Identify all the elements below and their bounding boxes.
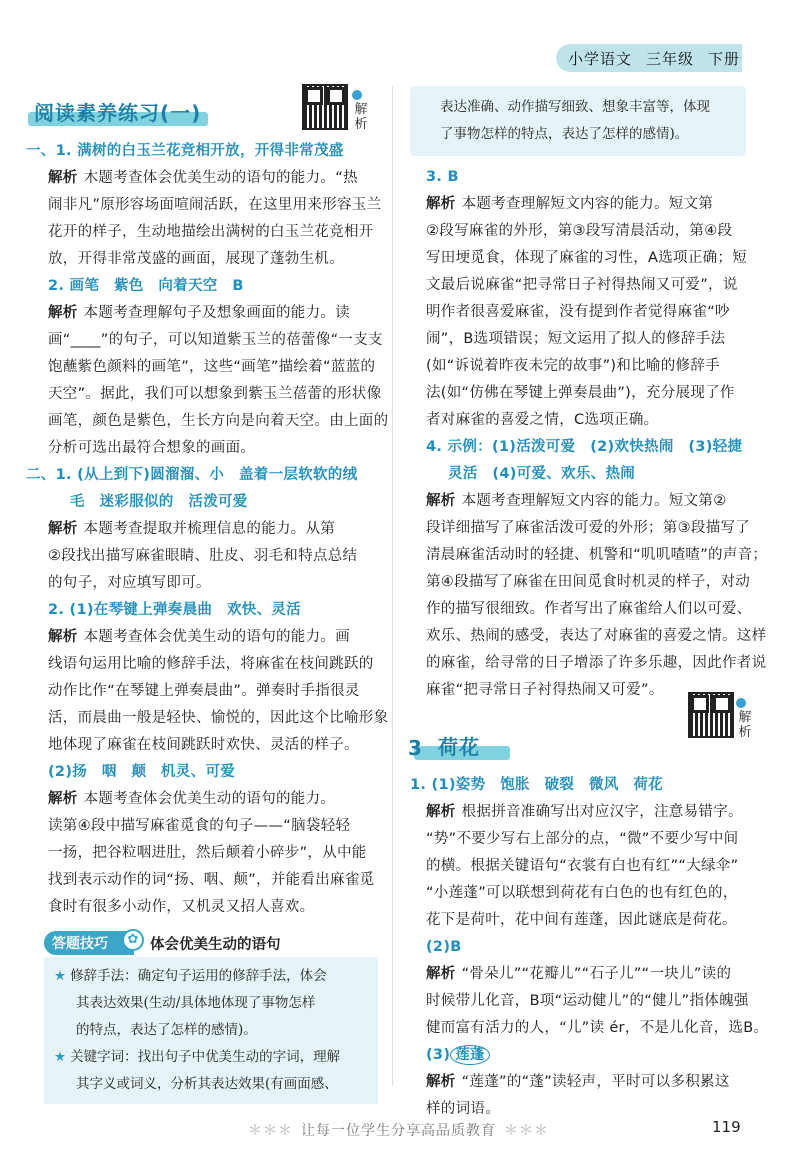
lightbulb-icon: ✿ [122,929,144,951]
play-dot-icon [352,90,362,100]
body-text: 本题考查体会优美生动的语句的能力。画 [83,629,351,645]
body-text: 根据拼音准确写出对应汉字，注意易错字。 [461,804,743,820]
text-line [10,489,378,516]
lesson-answers-tail [410,1069,746,1123]
text-line [410,880,746,907]
body-text: 线语句运用比喻的修辞手法，将麻雀在枝间跳跃的 [48,656,374,672]
text-line [410,461,746,488]
body-text: 食时有很多小动作，又机灵又招人喜欢。 [48,899,315,915]
right-column [408,86,769,1123]
analysis-label: 解析 [426,1074,456,1090]
analysis-label: 解析 [426,493,456,509]
body-text: 天空”。据此，我们可以想象到紫玉兰蓓蕾的形状像 [48,386,382,402]
body-text: 的麻雀，给寻常的日子增添了许多乐趣，因此作者说 [426,655,767,671]
text-line [410,1069,746,1096]
footer-text: 让每一位学生分享高品质教育 [301,1123,496,1139]
answer-line [410,1042,746,1069]
analysis-label: 解析 [48,521,78,537]
text-line [10,597,378,624]
body-text: 法(如“仿佛在琴键上弹奏晨曲”)，充分展现了作 [426,385,735,401]
lesson-answers [410,772,769,1042]
body-text: 放，开得非常茂盛的画面，展现了蓬勃生机。 [48,251,344,267]
analysis-label: 解析 [48,305,78,321]
text-line [410,853,746,880]
body-text: 一扬，把谷粒咽进肚，然后颠着小碎步”，从中能 [48,845,367,861]
body-text: 本题考查理解短文内容的能力。短文第 [461,196,714,212]
tip-line [54,1071,370,1098]
body-text: 样的词语。 [426,1101,500,1117]
text-line [10,435,378,462]
text-line [410,1096,746,1123]
text-line [10,462,378,489]
body-text: “骨朵儿”“花瓣儿”“石子儿”“一块儿”读的 [461,966,732,982]
answer-text: 一、1. [26,143,78,159]
text-line [10,786,378,813]
body-text: 本题考查理解短文内容的能力。短文第② [461,493,727,509]
body-text: (如“诉说着昨夜未完的故事”)和比喻的修辞手 [426,358,720,374]
star-icon: ★ [54,968,67,984]
header-tag [556,44,742,72]
play-dot-icon [736,698,746,708]
text-line [410,826,746,853]
star-icon: ★ [54,1049,67,1065]
body-text: 活，而晨曲一般是轻快、愉悦的，因此这个比喻形象 [48,710,389,726]
text-line [410,407,746,434]
text-line [10,570,378,597]
text-line [410,623,767,650]
body-text: 时候带儿化音，B项“运动健儿”的“健儿”指体魄强 [426,993,749,1009]
answer-text: (2)B [426,939,462,955]
answer-text: 2. 画笔 紫色 向着天空 B [48,278,244,294]
tip-line [54,990,370,1017]
body-text: 本题考查理解句子及想象画面的能力。读 [83,305,351,321]
text-line [410,961,746,988]
text-line [410,799,746,826]
body-text: 画“____”的句子，可以知道紫玉兰的蓓蕾像“一支支 [48,332,383,348]
text-line [410,353,746,380]
text-line [410,907,746,934]
body-text: 清晨麻雀活动时的轻捷、机警和“叽叽喳喳”的声音； [426,547,768,563]
qr-code-icon[interactable] [688,692,734,738]
text-line [410,272,746,299]
text-line [410,380,746,407]
text-line [10,624,378,651]
body-text: 地体现了麻雀在枝间跳跃时欢快、灵活的样子。 [48,737,359,753]
body-text: 木题考查体会优美生动的语句的能力。“热 [83,170,358,186]
text-line [410,218,746,245]
tip-text: 的特点，表达了怎样的感情)。 [76,1022,257,1038]
body-text: 写田埂觅食，体现了麻雀的习性，A选项正确；短 [426,250,748,266]
text-line [10,192,382,219]
tip-line [54,1044,370,1071]
body-text: 麻雀“把寻常日子衬得热闹又可爱”。 [426,682,664,698]
text-line [10,273,378,300]
text-line [410,326,746,353]
body-text: 分析可选出最符合想象的画面。 [48,440,256,456]
text-line [10,516,378,543]
body-text: 画笔，颜色是紫色，生长方向是向着天空。由上面的 [48,413,389,429]
text-line [410,434,746,461]
analysis-label: 解析 [48,791,78,807]
text-line [410,772,746,799]
body-text: ②段找出描写麻雀眼睛、肚皮、羽毛和特点总结 [48,548,358,564]
body-text: 者对麻雀的喜爱之情，C选项正确。 [426,412,659,428]
text-line [10,381,382,408]
body-text: 文最后说麻雀“把寻常日子衬得热闹又可爱”，说 [426,277,738,293]
text-line [410,191,746,218]
analysis-label: 解析 [426,804,456,820]
note-line: 表达准确、动作描写细致、想象丰富等，体现 [440,99,710,115]
body-text: 花开的样子，生动地描绘出满树的白玉兰花竞相开 [48,224,374,240]
body-text: 花下是荷叶，花中间有莲蓬，因此谜底是荷花。 [426,912,737,928]
text-line [10,354,378,381]
body-text: 本题考查体会优美生动的语句的能力。 [83,791,336,807]
text-line [410,488,746,515]
column-divider [392,86,393,1086]
footer-slogan [240,1120,557,1140]
subject: 小学语文 [568,49,633,68]
body-text: 找到表示动作的词“扬、咽、颠”，并能看出麻雀觅 [48,872,375,888]
text-line [10,408,389,435]
text-line [10,138,378,165]
analysis-label: 解析 [426,966,456,982]
text-line [10,165,378,192]
text-line [410,164,746,191]
answer-text: 1. (1)姿势 饱胀 破裂 微风 荷花 [410,777,663,793]
text-line [410,1015,769,1042]
tip-line [54,1017,370,1044]
grade: 三年级 [646,49,695,68]
tip-text: 修辞手法：确定句子运用的修辞手法，体会 [70,968,327,984]
section-title-text: 阅读素养练习(一) [34,101,202,125]
tip-box [10,929,378,1104]
tip-title: 体会优美生动的语句 [150,937,281,953]
answer-text: (2)扬 咽 颠 机灵、可爱 [48,764,236,780]
note-line: 了事物怎样的特点，表达了怎样的感情)。 [440,126,689,142]
footer-dots-left: ＊＊＊ [248,1123,293,1139]
body-text: 动作比作“在琴键上弹奏晨曲”。弹奏时手指很灵 [48,683,360,699]
body-text: 的横。根据关键语句“衣裳有白也有红”“大绿伞” [426,858,739,874]
body-text: 闹非凡”原形容场面喧闹活跃，在这里用来形容玉兰 [48,197,382,213]
answer-text: 灵活 (4)可爱、欢乐、热闹 [448,466,636,482]
qr-label: 解析 [354,102,368,132]
text-line [10,543,378,570]
analysis-label: 解析 [48,629,78,645]
body-text: 段详细描写了麻雀活泼可爱的外形；第③段描写了 [426,520,751,536]
body-text: 饱蘸紫色颜料的画笔”，这些“画笔”描绘着“蓝蓝的 [48,359,376,375]
answer-text: 满树的白玉兰花竞相开放，开得非常茂盛 [77,143,344,159]
body-text: 本题考查提取并梳理信息的能力。从第 [83,521,336,537]
footer-dots-right: ＊＊＊ [504,1123,549,1139]
analysis-label: 解析 [426,196,456,212]
left-answers [10,138,389,921]
tip-continuation [410,86,746,156]
body-text: 作的描写很细致。作者写出了麻雀给人们以可爱、 [426,601,752,617]
tip-text: 其字义或词义，分析其表达效果(有画面感、 [76,1076,338,1092]
text-line [410,569,751,596]
text-line [410,988,749,1015]
text-line [10,219,378,246]
body-text: 第④段描写了麻雀在田间觅食时机灵的样子，对动 [426,574,751,590]
tip-body [44,957,378,1104]
circled-answer: 莲蓬 [450,1045,490,1065]
text-line [10,246,378,273]
body-text: “势”不要少写右上部分的点，“微”不要少写中间 [426,831,739,847]
text-line [410,542,768,569]
qr-code-icon[interactable] [302,84,348,130]
lesson-number: 3 [408,736,422,760]
tip-header [10,929,378,957]
body-text: 明作者很喜爱麻雀，没有提到作者觉得麻雀“吵 [426,304,730,320]
tip-line [54,963,370,990]
body-text: 闹”，B选项错误；短文运用了拟人的修辞手法 [426,331,726,347]
body-text: 读第④段中描写麻雀觅食的句子——“脑袋轻轻 [48,818,351,834]
body-text: 的句子，对应填写即可。 [48,575,211,591]
question-label: (3) [426,1047,451,1063]
text-line [10,813,378,840]
text-line [410,299,746,326]
tip-badge: 答题技巧 [44,931,134,955]
answer-text: 毛 迷彩服似的 活泼可爱 [70,494,248,510]
text-line [410,245,746,272]
text-line [410,596,752,623]
tip-text: 关键字词：找出句子中优美生动的字词，理解 [70,1049,341,1065]
text-line [410,650,767,677]
text-line [10,732,378,759]
text-line [10,300,378,327]
page-number: 119 [712,1118,741,1136]
text-line [10,678,378,705]
text-line [10,651,378,678]
tip-text: 其表达效果(生动/具体地体现了事物怎样 [76,995,316,1011]
text-line [410,934,746,961]
answer-text: 4. 示例：(1)活泼可爱 (2)欢快热闹 (3)轻捷 [426,439,743,455]
text-line [10,840,378,867]
body-text: ②段写麻雀的外形，第③段写清晨活动，第④段 [426,223,733,239]
qr-label: 解析 [738,710,752,740]
text-line [10,759,378,786]
text-line [10,327,383,354]
left-column [10,86,389,1104]
answer-text: 3. B [426,169,459,185]
volume: 下册 [708,49,741,68]
text-line [10,894,378,921]
body-text: 健而富有活力的人，“儿”读 ér，不是儿化音，选B。 [426,1020,769,1036]
body-text: “小莲蓬”可以联想到荷花有白色的也有红色的， [426,885,738,901]
answer-text: 二、1. (从上到下)圆溜溜、小 盖着一层软软的绒 [26,467,358,483]
body-text: “莲蓬”的“蓬”读轻声，平时可以多积累这 [461,1074,730,1090]
analysis-label: 解析 [48,170,78,186]
text-line [10,705,389,732]
answer-text: 2. (1)在琴键上弹奏晨曲 欢快、灵活 [48,602,301,618]
right-answers [410,164,768,704]
text-line [410,515,751,542]
body-text: 欢乐、热闹的感受，表达了对麻雀的喜爱之情。这样 [426,628,767,644]
lesson-title: 荷花 [438,735,480,759]
text-line [10,867,378,894]
